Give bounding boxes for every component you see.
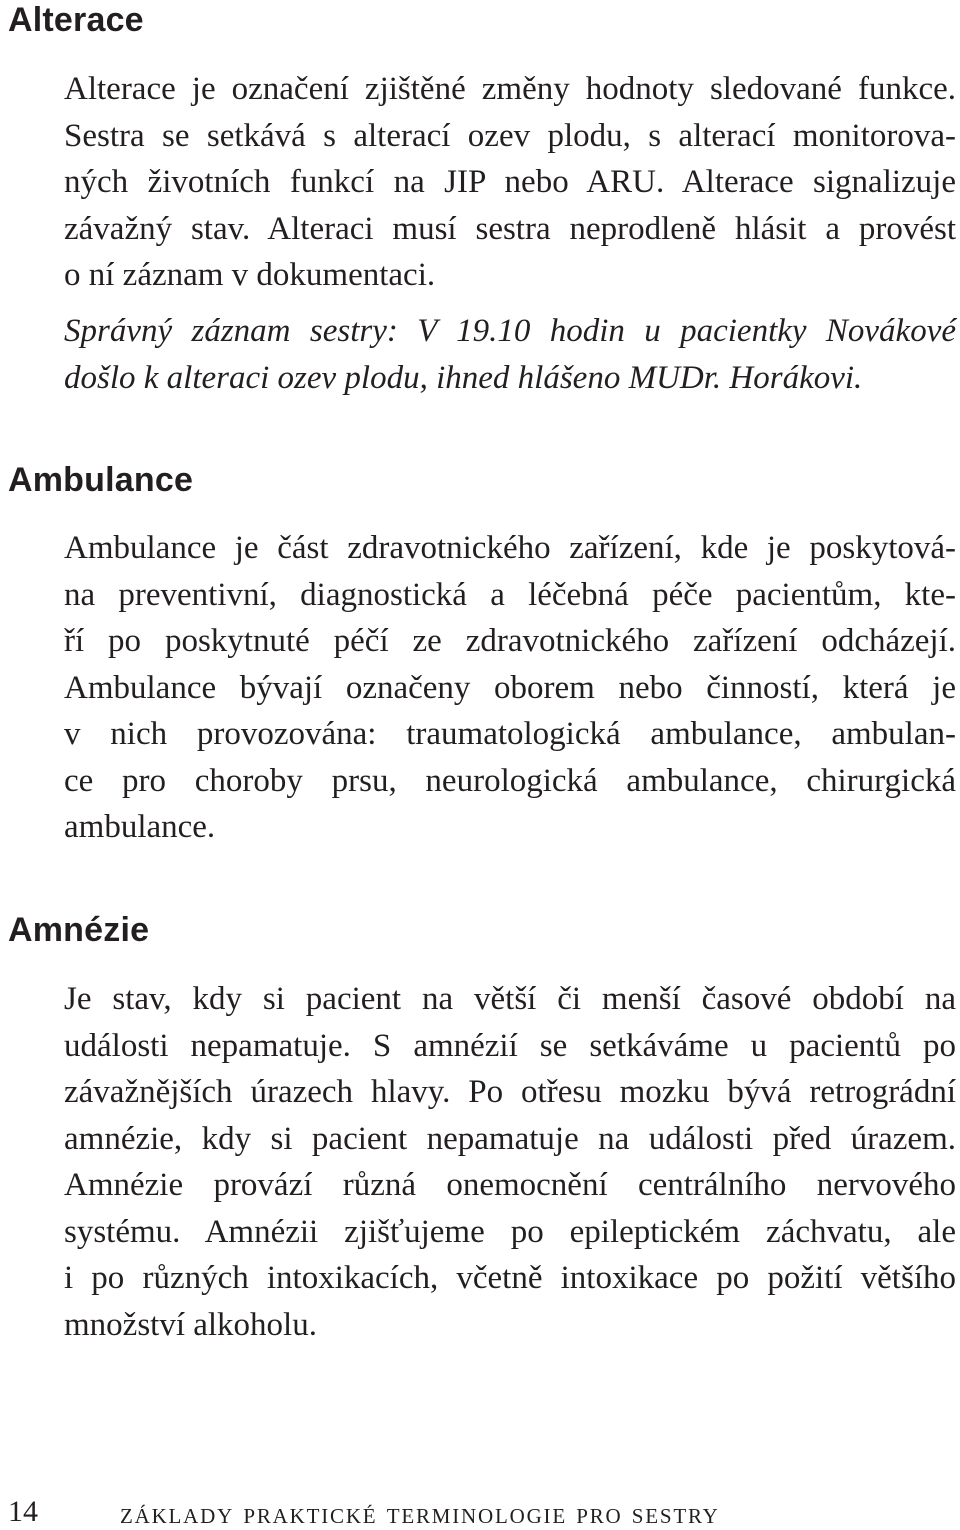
heading-alterace: Alterace <box>8 1 144 39</box>
text-line: události nepamatuje. S amnézií se setkáváme u pacientů po <box>64 1027 956 1064</box>
text-line: o ní záznam v dokumentaci. <box>64 257 436 293</box>
text-line: závažnějších úrazech hlavy. Po otřesu mozku bývá retrográdní <box>64 1074 956 1110</box>
text-line: závažný stav. Alteraci musí sestra neprodleně hlásit a provést <box>64 210 956 247</box>
paragraph-ambulance <box>64 525 956 851</box>
text-line: ambulance. <box>64 809 216 845</box>
text-line: Sestra se setkává s alterací ozev plodu, s alterací monitorova- <box>64 117 956 154</box>
heading-ambulance: Ambulance <box>8 461 194 499</box>
text-line: Alterace je označení zjištěné změny hodnoty sledované funkce. <box>64 71 956 107</box>
text-line: ce pro choroby prsu, neurologická ambulance, chirurgická <box>64 762 956 799</box>
text-line: množství alkoholu. <box>64 1306 317 1343</box>
text-line: ří po poskytnuté péčí ze zdravotnického zařízení odcházejí. <box>64 623 956 659</box>
running-title: základy praktické terminologie pro sestry <box>120 1497 720 1530</box>
text-line: Ambulance bývají označeny oborem nebo činností, která je <box>64 669 956 706</box>
text-line: Amnézie provází různá onemocnění centrálního nervového <box>64 1167 956 1203</box>
text-line: v nich provozována: traumatologická ambulance, ambulan- <box>64 716 956 752</box>
example-record-alterace <box>64 308 956 401</box>
text-line: systému. Amnézii zjišťujeme po epileptickém záchvatu, ale <box>64 1213 956 1250</box>
text-line: došlo k alteraci ozev plodu, ihned hlášeno MUDr. Horákovi. <box>64 359 863 396</box>
text-line: ných životních funkcí na JIP nebo ARU. Alterace signalizuje <box>64 164 956 200</box>
text-line: amnézie, kdy si pacient nepamatuje na události před úrazem. <box>64 1120 956 1157</box>
page-number: 14 <box>8 1495 38 1528</box>
paragraph-alterace <box>64 66 956 299</box>
text-line: na preventivní, diagnostická a léčebná péče pacientům, kte- <box>64 576 956 613</box>
text-line: Je stav, kdy si pacient na větší či menší časové období na <box>64 981 956 1017</box>
text-line: Správný záznam sestry: V 19.10 hodin u pacientky Novákové <box>64 313 956 349</box>
paragraph-amnezie <box>64 976 956 1348</box>
heading-amnezie: Amnézie <box>8 911 150 949</box>
text-line: Ambulance je část zdravotnického zařízení, kde je poskytová- <box>64 530 956 566</box>
text-line: i po různých intoxikacích, včetně intoxikace po požití většího <box>64 1260 956 1296</box>
